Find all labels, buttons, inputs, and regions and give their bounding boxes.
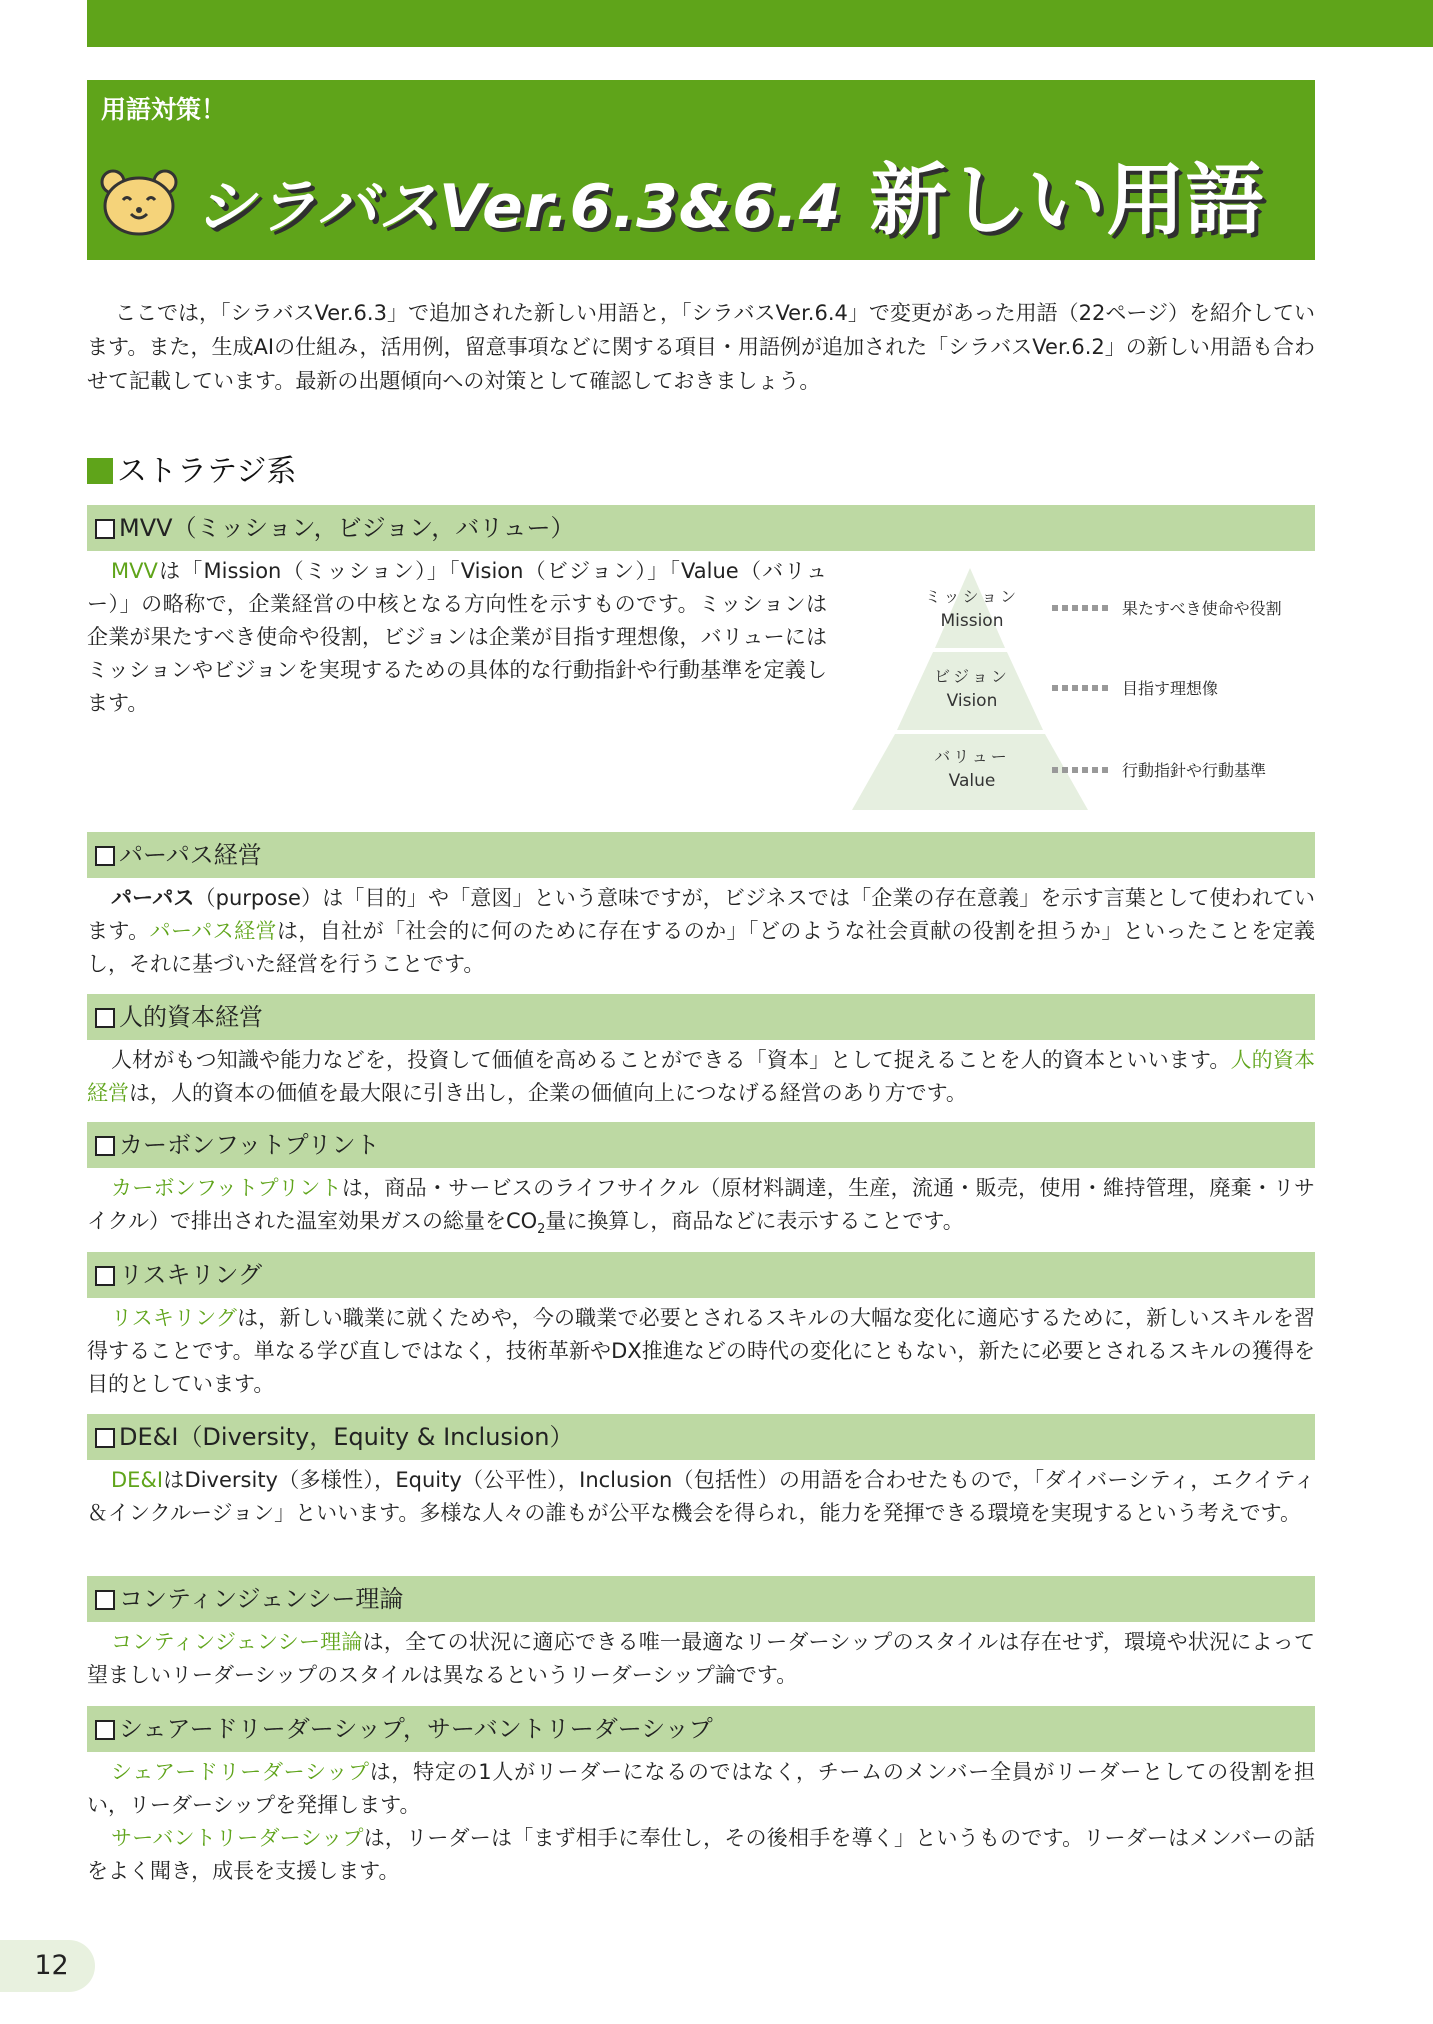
term-heading: リスキリング [87, 1252, 1315, 1298]
term-body: カーボンフットプリントは，商品・サービスのライフサイクル（原材料調達，生産，流通・販売，使用・維持管理，廃棄・リサイクル）で排出された温室効果ガスの総量を$CO_2$量に換算し，商品などに表示することです。 [87, 1176, 1316, 1238]
tier-vision-jp: ビジョン [934, 667, 1010, 686]
tier-vision-en: Vision [946, 691, 998, 711]
term-body: パーパス（purpose）は「目的」や「意図」という意味ですが，ビジネスでは「企業の存在意義」を示す言葉として使われています。パーパス経営は，自社が「社会的に何のために存在するのか」「どのような社会貢献の役割を担うか」といったことを定義し，それに基づいた経営を行うことです。 [87, 886, 1316, 976]
pyramid-tier-mission [935, 568, 1005, 648]
term-body: シェアードリーダーシップは，特定の1人がリーダーになるのではなく，チームのメンバー全員がリーダーとしての役割を担い，リーダーシップを発揮します。 サーバントリーダーシップは，リーダーは「まず相手に奉仕し，その後相手を導く」というものです。リーダーはメンバーの話をよく聞き，成長を支援します。 [87, 1760, 1316, 1883]
tier-mission-en: Mission [940, 611, 1004, 631]
banner-tag: 用語対策！ [101, 95, 227, 124]
term-dei [87, 1414, 1315, 1530]
term-heading: シェアードリーダーシップ，サーバントリーダーシップ [87, 1706, 1315, 1752]
title-banner [87, 80, 1315, 260]
checkbox-icon [95, 519, 115, 539]
intro-text: ここでは，「シラバスVer.6.3」で追加された新しい用語と，「シラバスVer.6.4」で変更があった用語（22ページ）を紹介しています。また，生成AIの仕組み，活用例，留意事項などに関する項目・用語例が追加された「シラバスVer.6.2」の新しい用語も合わせて記載しています。最新の出題傾向への対策として確認しておきましょう。 [87, 301, 1315, 393]
checkbox-icon [95, 1720, 115, 1740]
term-heading: カーボンフットプリント [87, 1122, 1315, 1168]
term-heading: パーパス経営 [87, 832, 1315, 878]
term-human-capital [87, 994, 1315, 1110]
term-heading: MVV（ミッション，ビジョン，バリュー） [87, 505, 1315, 551]
desc-mission: 果たすべき使命や役割 [1122, 599, 1282, 618]
term-heading: コンティンジェンシー理論 [87, 1576, 1315, 1622]
checkbox-icon [95, 1136, 115, 1156]
term-body: コンティンジェンシー理論は，全ての状況に適応できる唯一最適なリーダーシップのスタイルは存在せず，環境や状況によって望ましいリーダーシップのスタイルは異なるというリーダーシップ論です。 [87, 1630, 1315, 1687]
term-body: リスキリングは，新しい職業に就くためや，今の職業で必要とされるスキルの大幅な変化に適応するために，新しいスキルを習得することです。単なる学び直しではなく，技術革新やDX推進などの時代の変化にともない，新たに必要とされるスキルの獲得を目的としています。 [87, 1306, 1315, 1396]
tier-value-en: Value [948, 771, 996, 791]
term-purpose [87, 832, 1315, 981]
desc-vision: 目指す理想像 [1122, 679, 1219, 698]
checkbox-icon [95, 1428, 115, 1448]
top-color-bar [87, 0, 1433, 47]
banner-title: シラバスVer.6.3&6.4 新しい用語 [195, 156, 1265, 246]
checkbox-icon [95, 1590, 115, 1610]
section-title: ストラテジ系 [87, 446, 296, 490]
tier-mission-jp: ミッション [924, 587, 1020, 606]
term-contingency [87, 1576, 1315, 1692]
desc-value: 行動指針や行動基準 [1122, 761, 1267, 780]
term-carbon-footprint [87, 1122, 1315, 1246]
term-leadership [87, 1706, 1315, 1888]
term-body: MVVは「Mission（ミッション）」「Vision（ビジョン）」「Value（バリュー）」の略称で，企業経営の中核となる方向性を示すものです。ミッションは企業が果たすべき使命や役割，ビジョンは企業が目指す理想像，バリューにはミッションやビジョンを実現するための具体的な行動指針や行動基準を定義します。 [87, 559, 827, 715]
term-body: DE&IはDiversity（多様性），Equity（公平性），Inclusion（包括性）の用語を合わせたもので，「ダイバーシティ，エクイティ＆インクルージョン」といいます。多様な人々の誰もが公平な機会を得られ，能力を発揮できる環境を実現するという考えです。 [87, 1468, 1315, 1525]
term-body: 人材がもつ知識や能力などを，投資して価値を高めることができる「資本」として捉えることを人的資本といいます。人的資本経営は，人的資本の価値を最大限に引き出し，企業の価値向上につなげる経営のあり方です。 [87, 1048, 1315, 1105]
term-heading: DE&I（Diversity，Equity & Inclusion） [87, 1414, 1315, 1460]
mvv-pyramid-diagram [850, 568, 1320, 814]
checkbox-icon [95, 846, 115, 866]
page-number: 12 [0, 1940, 95, 1992]
tier-value-jp: バリュー [934, 747, 1010, 766]
term-reskilling [87, 1252, 1315, 1401]
checkbox-icon [95, 1008, 115, 1028]
checkbox-icon [95, 1266, 115, 1286]
term-heading: 人的資本経営 [87, 994, 1315, 1040]
bear-mascot-icon [99, 160, 179, 240]
